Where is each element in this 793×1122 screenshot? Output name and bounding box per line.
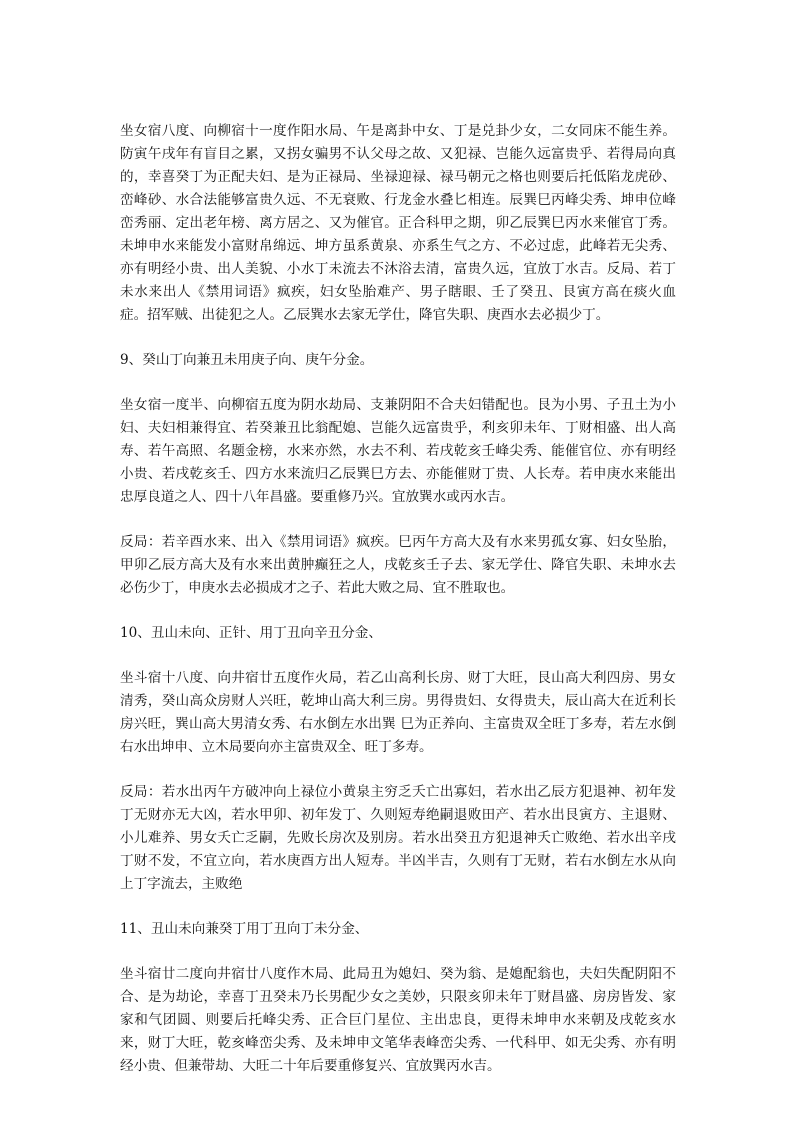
paragraph-10-reverse: 反局：若水出丙午方破冲向上禄位小黄泉主穷乏夭亡出寡妇，若水出乙辰方犯退神、初年发丁无财亦无大凶，若水甲卯、初年发丁、久则短寿绝嗣退败田产、若水出艮寅方、主退财、小儿难养、男女夭亡乏嗣，先败长房次及别房。若水出癸丑方犯退神夭亡败绝、若水出辛戌丁财不发，不宜立向，若水庚酉方出人短寿。半凶半吉，久则有丁无财，若右水倒左水从向上丁字流去，主败绝 — [120, 784, 676, 892]
section-heading-10: 10、丑山未向、正针、用丁丑向辛丑分金、 — [120, 625, 382, 641]
paragraph-9-main: 坐女宿一度半、向柳宿五度为阴水劫局、支兼阴阳不合夫妇错配也。艮为小男、子丑土为小妇、夫妇相兼得宜、若癸兼丑比翁配媳、岂能久远富贵乎，利亥卯未年、丁财相盛、出人高寿、若午高照、名题金榜，水来亦然，水去不利、若戌乾亥壬峰尖秀、能催官位、亦有明经小贵、若戌乾亥壬、四方水来流归乙辰巽巳方去、亦能催财丁贵、人长寿。若申庚水来能出忠厚良道之人、四十八年昌盛。要重修乃兴。宜放巽水或丙水吉。 — [120, 397, 676, 505]
paragraph-intro: 坐女宿八度、向柳宿十一度作阳水局、午是离卦中女、丁是兑卦少女，二女同床不能生养。防寅午戌年有盲目之累，又拐女骗男不认父母之故、又犯禄、岂能久远富贵乎、若得局向真的，幸喜癸丁为正配夫妇、是为正禄局、坐禄迎禄、禄马朝元之格也则要后托低陷龙虎砂、峦峰砂、水合法能够富贵久远、不无衰败、行龙金水叠匕相连。辰巽巳丙峰尖秀、坤申位峰峦秀丽、定出老年榜、离方居之、又为催官。正合科甲之期，卯乙辰巽巳丙水来催官丁秀。未坤申水来能发小富财帛绵远、坤方虽系黄泉、亦系生气之方、不必过虑，此峰若无尖秀、亦有明经小贵、出人美貌、小水丁未流去不沐浴去清，富贵久远，宜放丁水吉。反局、若丁未水来出人《禁用词语》疯疾，妇女坠胎难产、男子瞎眼、壬了癸丑、艮寅方高在痰火血症。招军贼、出徒犯之人。乙辰巽水去家无学仕，降官失职、庚酉水去必损少丁。 — [120, 123, 676, 323]
section-heading-11: 11、丑山未向兼癸丁用丁丑向丁未分金、 — [120, 921, 369, 937]
document-page — [120, 120, 676, 1100]
paragraph-11-main: 坐斗宿廿二度向井宿廿八度作木局、此局丑为媳妇、癸为翁、是媳配翁也，夫妇失配阴阳不合、是为劫论，幸喜丁丑癸未乃长男配少女之美妙，只限亥卯未年丁财昌盛、房房皆发、家家和气团圆、则要后托峰尖秀、正合巨门星位、主出忠良，更得未坤申水来朝及戌乾亥水来，财丁大旺，乾亥峰峦尖秀、及未坤申文笔华表峰峦尖秀、一代科甲、如无尖秀、亦有明经小贵、但兼带劫、大旺二十年后要重修复兴、宜放巽丙水吉。 — [120, 966, 676, 1074]
section-heading-9: 9、癸山丁向兼丑未用庚子向、庚午分金。 — [120, 352, 374, 368]
paragraph-9-reverse: 反局：若辛酉水来、出入《禁用词语》疯疾。巳丙午方高大及有水来男孤女寡、妇女坠胎，甲卯乙辰方高大及有水来出黄肿癫狂之人，戌乾亥壬子去、家无学仕、降官失职、未坤水去必伤少丁，申庚水去必损成才之子、若此大败之局、宜不胜取也。 — [120, 534, 676, 596]
paragraph-10-main: 坐斗宿十八度、向井宿廿五度作火局，若乙山高利长房、财丁大旺，艮山高大利四房、男女清秀，癸山高众房财人兴旺，乾坤山高大利三房。男得贵妇、女得贵夫，辰山高大在近利长房兴旺，巽山高大男清女秀、右水倒左水出巽 巳为正养向、主富贵双全旺丁多寿，若左水倒右水出坤申、立木局要向亦主富贵双全、旺丁多寿。 — [120, 670, 676, 755]
